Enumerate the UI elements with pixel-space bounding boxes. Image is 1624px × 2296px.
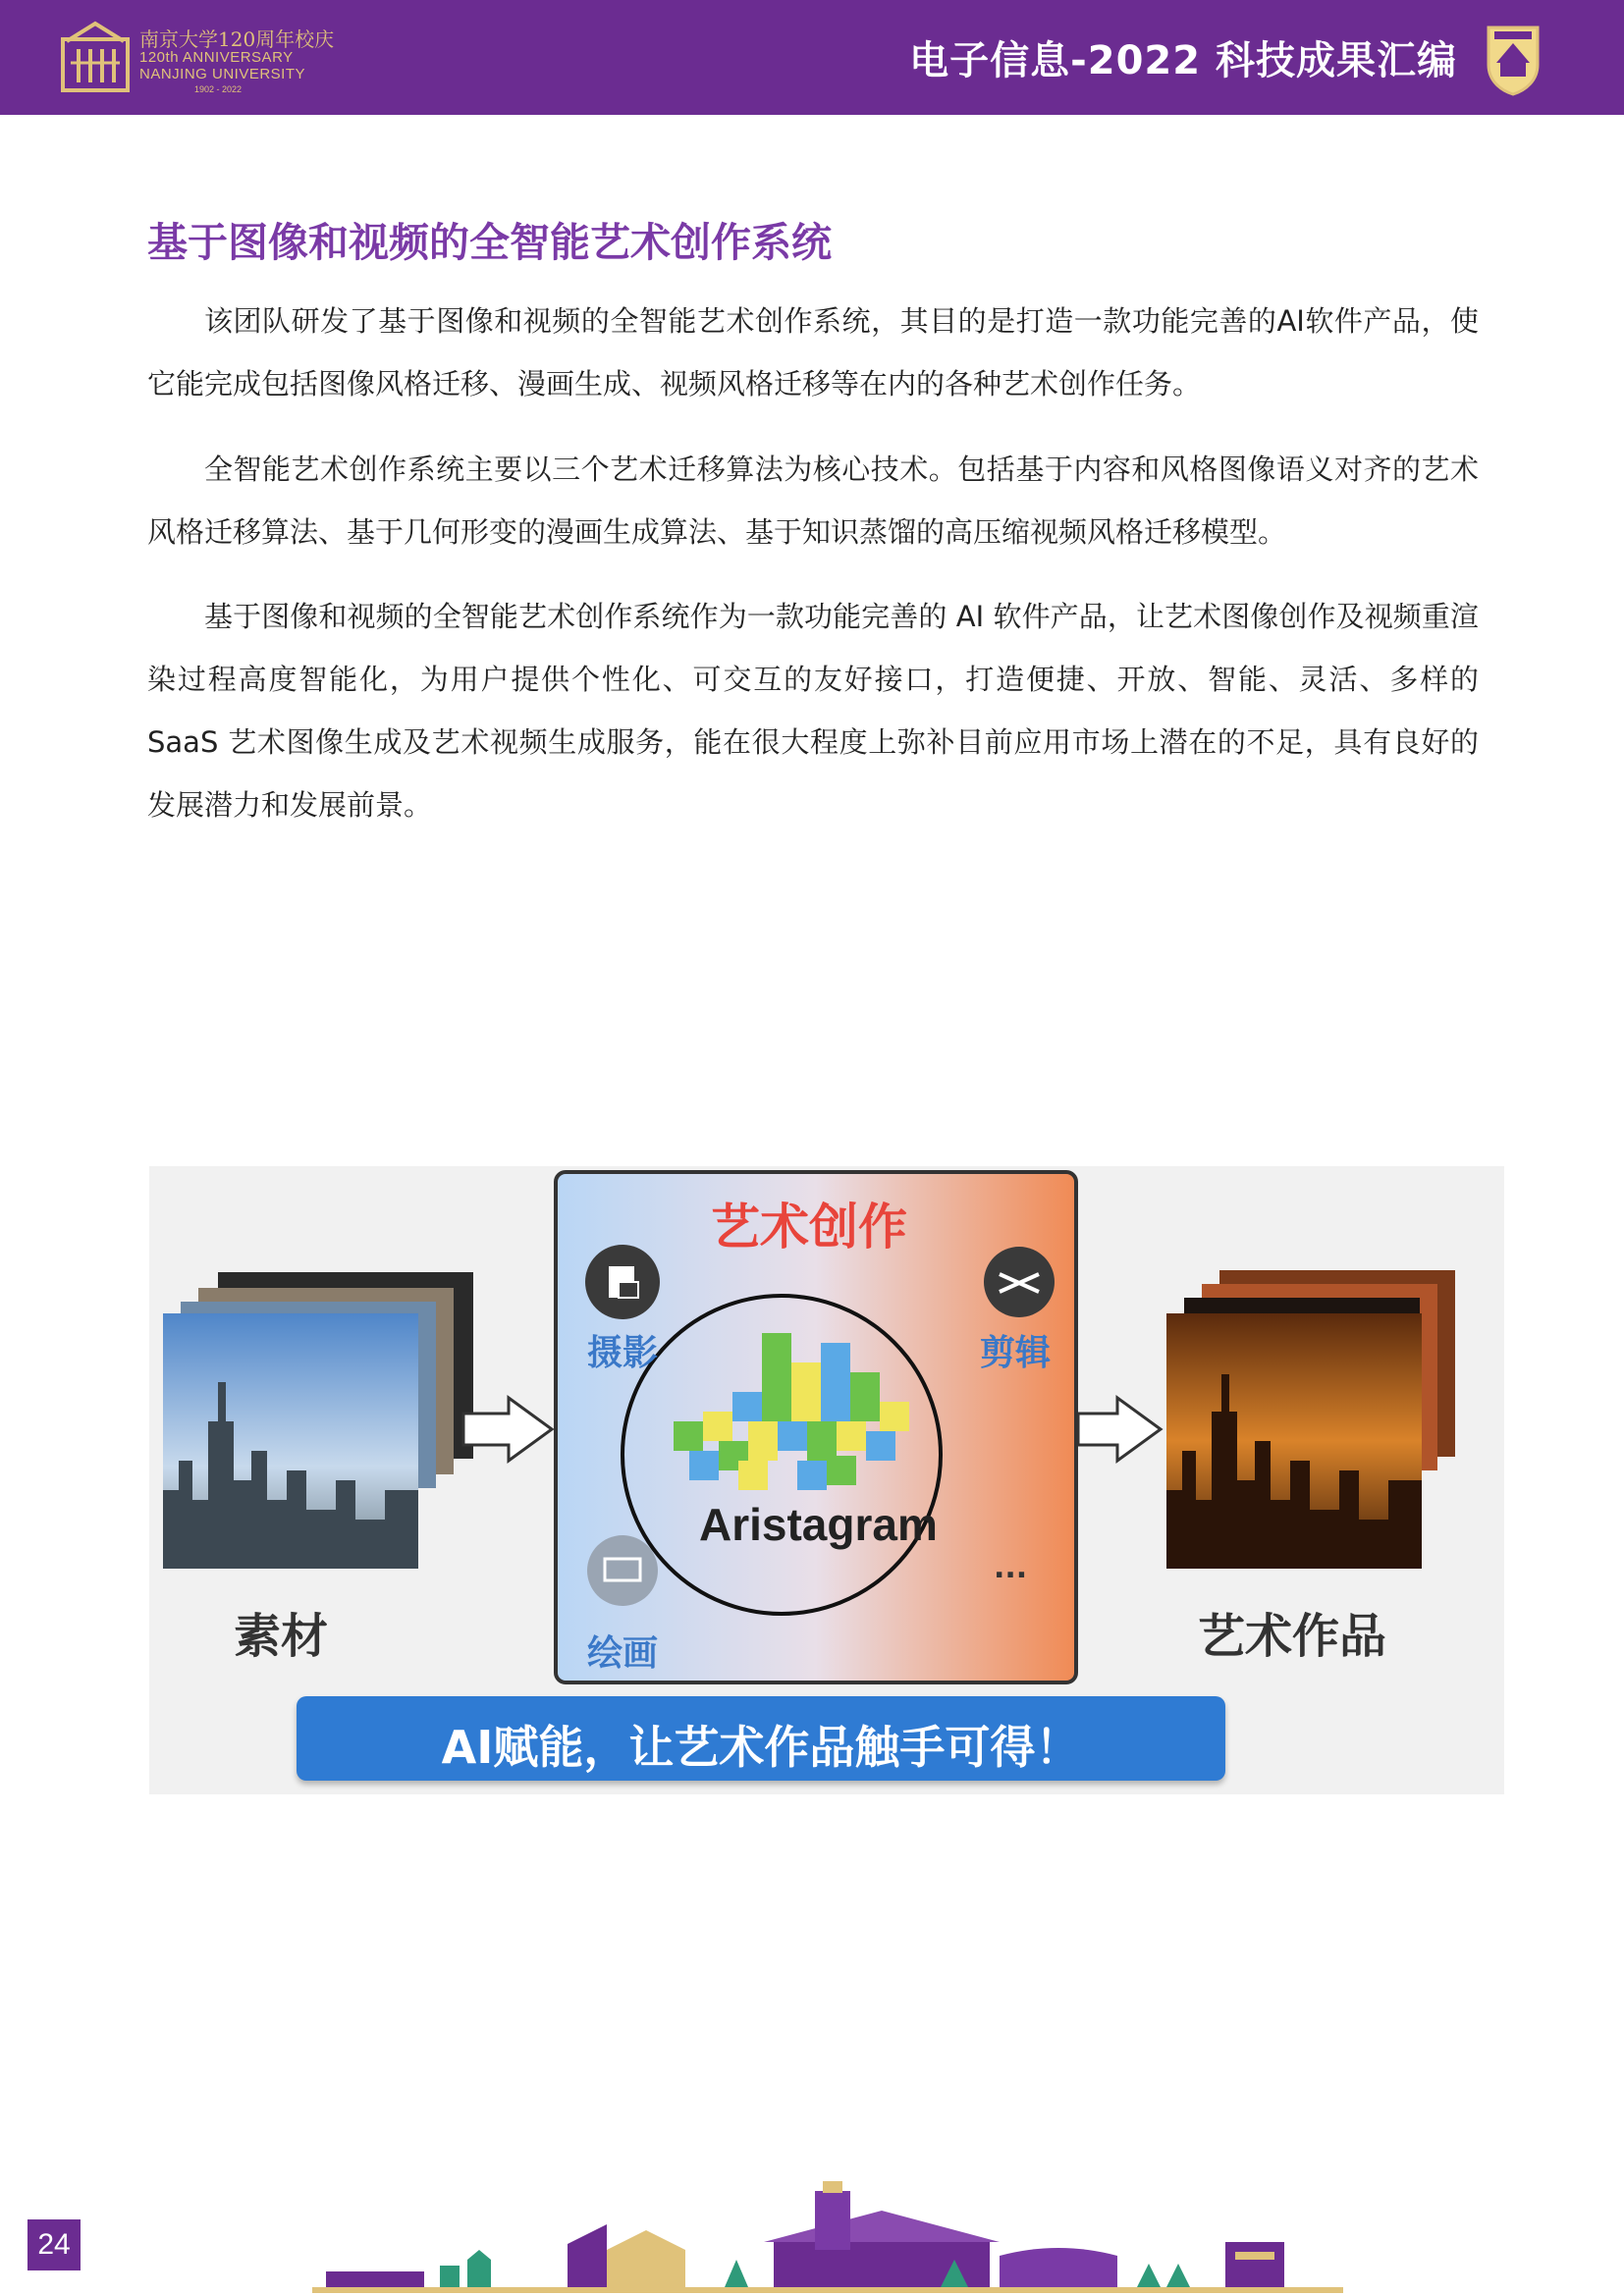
- paragraph-2: 全智能艺术创作系统主要以三个艺术迁移算法为核心技术。包括基于内容和风格图像语义对齐的艺术风格迁移算法、基于几何形变的漫画生成算法、基于知识蒸馏的高压缩视频风格迁移模型。: [147, 453, 1479, 549]
- slogan-text: AI赋能，让艺术作品触手可得！: [441, 1721, 1081, 1774]
- article-title: 基于图像和视频的全智能艺术创作系统: [147, 219, 832, 266]
- input-arrow-icon: [463, 1398, 552, 1461]
- system-diagram-figure: [149, 1166, 1504, 1794]
- anniversary-en-text: [139, 49, 305, 82]
- paragraph-1: 该团队研发了基于图像和视频的全智能艺术创作系统，其目的是打造一款功能完善的AI软件产品，使它能完成包括图像风格迁移、漫画生成、视频风格迁移等在内的各种艺术创作任务。: [147, 304, 1479, 400]
- mode-editing-label: 剪辑: [980, 1333, 1052, 1373]
- slogan-banner: [297, 1696, 1225, 1781]
- anniversary-years: 1902 - 2022: [193, 84, 243, 94]
- mode-photography-label: 摄影: [587, 1333, 659, 1373]
- anniversary-seal-icon: [57, 20, 134, 96]
- paragraph-3: 基于图像和视频的全智能艺术创作系统作为一款功能完善的 AI 软件产品，让艺术图像创作及视频重渲染过程高度智能化，为用户提供个性化、可交互的友好接口，打造便捷、开放、智能、灵活、多样的 SaaS 艺术图像生成及艺术视频生成服务，能在很大程度上弥补目前应用市场上潜在的不足，具有良好的发展潜力和发展前景。: [147, 600, 1479, 822]
- anniversary-cn-text: 南京大学120周年校庆: [139, 27, 335, 51]
- campus-skyline-decoration: [312, 2181, 1343, 2296]
- palette-icon: [587, 1535, 658, 1606]
- brand-name: Aristagram: [699, 1499, 938, 1550]
- more-modes-ellipsis: ...: [994, 1551, 1028, 1585]
- input-label: 素材: [234, 1609, 329, 1664]
- mode-painting-label: 绘画: [587, 1633, 659, 1674]
- anniversary-en-line2: NANJING UNIVERSITY: [139, 66, 306, 82]
- anniversary-en-line1: 120th ANNIVERSARY: [139, 49, 294, 66]
- anniversary-logo: [57, 18, 335, 98]
- university-crest-icon: [1485, 22, 1542, 96]
- page-header: [0, 0, 1624, 115]
- page-number: 24: [27, 2219, 81, 2270]
- publication-title: 电子信息-2022 科技成果汇编: [909, 38, 1457, 83]
- output-artwork-stack: [1166, 1270, 1455, 1569]
- output-arrow-icon: [1078, 1398, 1161, 1461]
- output-label: 艺术作品: [1198, 1609, 1387, 1664]
- figure-title: 艺术创作: [711, 1199, 907, 1255]
- input-photo-stack: [163, 1272, 473, 1569]
